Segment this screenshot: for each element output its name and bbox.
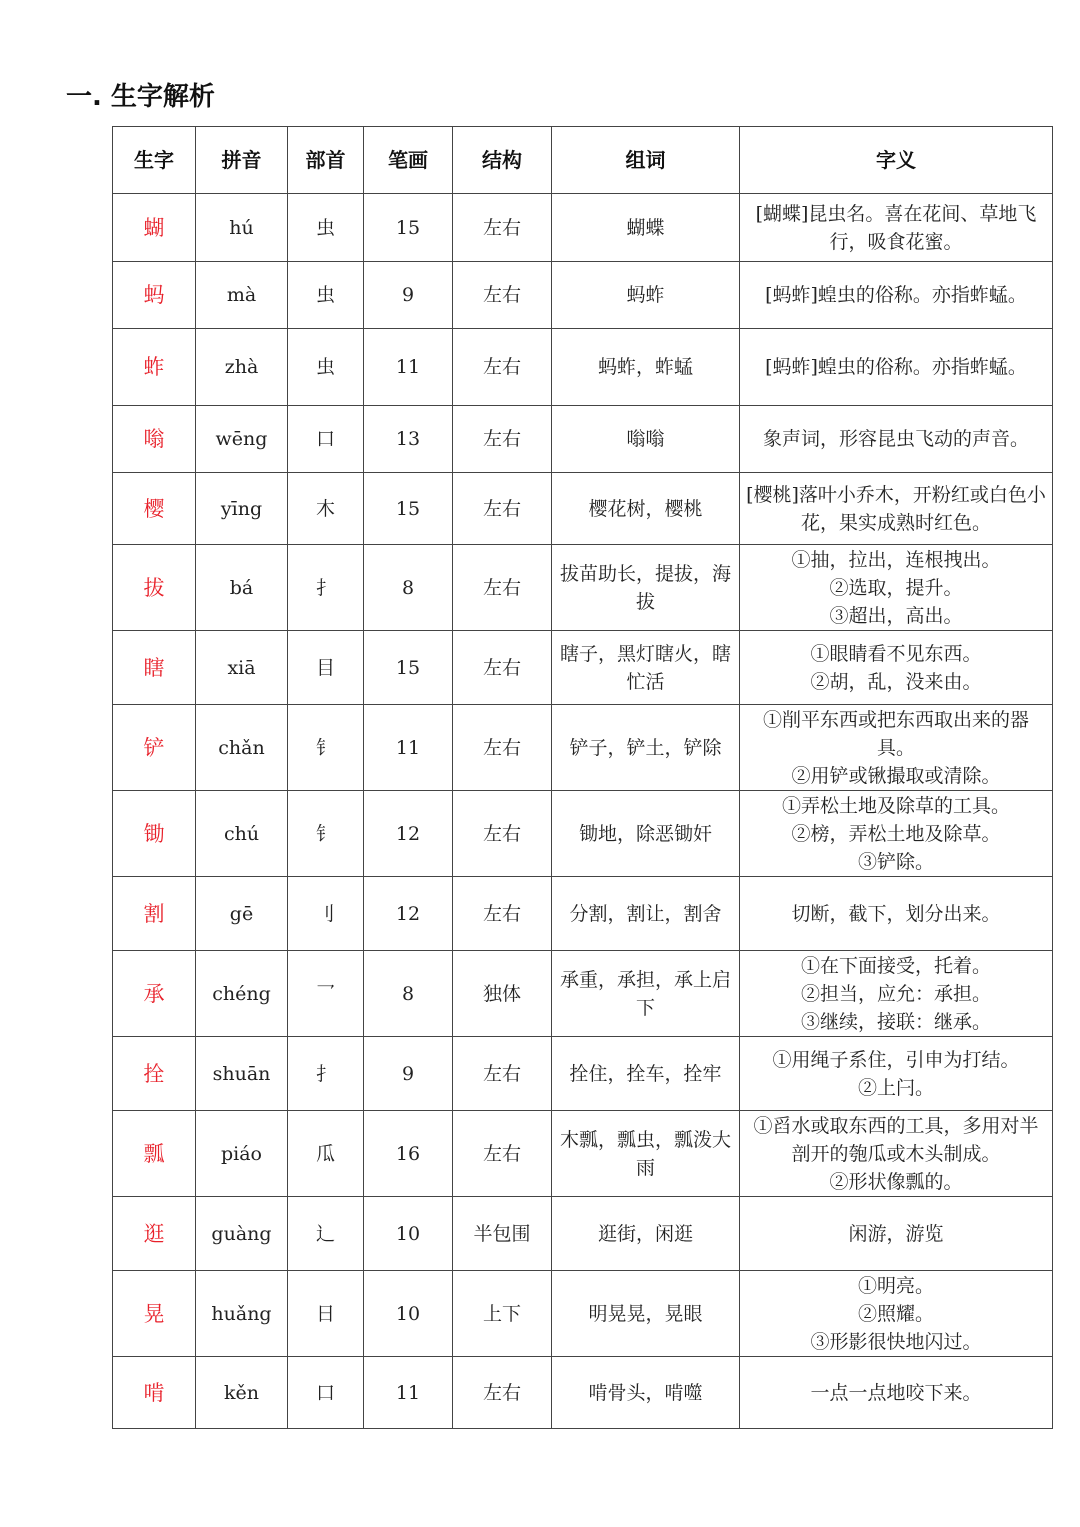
radical-cell: 日 <box>288 1271 364 1357</box>
char-cell: 瞎 <box>113 631 196 705</box>
pinyin-cell: bá <box>196 545 288 631</box>
radical-cell: 目 <box>288 631 364 705</box>
meaning-line: 切断，截下，划分出来。 <box>791 902 1001 925</box>
pinyin-cell: xiā <box>196 631 288 705</box>
words-cell: 蚂蚱，蚱蜢 <box>552 329 740 406</box>
header-meaning: 字义 <box>740 127 1053 194</box>
meaning-line: ①明亮。 <box>857 1274 934 1297</box>
pinyin-cell: hú <box>196 194 288 262</box>
character-table <box>112 126 1053 1429</box>
pinyin-cell: mà <box>196 262 288 329</box>
char-cell: 承 <box>113 951 196 1037</box>
meaning-line: ②榜，弄松土地及除草。 <box>791 822 1001 845</box>
meaning-line: [蝴蝶]昆虫名。喜在花间、草地飞行，吸食花蜜。 <box>755 202 1037 253</box>
header-pinyin: 拼音 <box>196 127 288 194</box>
structure-cell: 独体 <box>453 951 552 1037</box>
meaning-line: ②胡，乱，没来由。 <box>810 670 982 693</box>
meaning-line: ①眼睛看不见东西。 <box>810 642 982 665</box>
radical-cell: 乛 <box>288 951 364 1037</box>
pinyin-cell: kěn <box>196 1357 288 1429</box>
table-row <box>113 631 1053 705</box>
meaning-line: ②形状像瓢的。 <box>829 1170 963 1193</box>
meaning-line: ①舀水或取东西的工具，多用对半剖开的匏瓜或木头制成。 <box>753 1114 1039 1165</box>
meaning-cell <box>740 791 1053 877</box>
header-structure: 结构 <box>453 127 552 194</box>
meaning-line: ①抽，拉出，连根拽出。 <box>791 548 1001 571</box>
table-row <box>113 877 1053 951</box>
meaning-line: ①削平东西或把东西取出来的器具。 <box>762 708 1029 759</box>
meaning-line: [蚂蚱]蝗虫的俗称。亦指蚱蜢。 <box>765 284 1027 306</box>
char-cell: 割 <box>113 877 196 951</box>
pinyin-cell: chéng <box>196 951 288 1037</box>
char-cell: 樱 <box>113 473 196 545</box>
meaning-cell <box>740 1037 1053 1111</box>
structure-cell: 上下 <box>453 1271 552 1357</box>
meaning-cell <box>740 329 1053 406</box>
strokes-cell: 12 <box>364 791 453 877</box>
words-cell: 蝴蝶 <box>552 194 740 262</box>
pinyin-cell: chǎn <box>196 705 288 791</box>
strokes-cell: 10 <box>364 1197 453 1271</box>
meaning-cell <box>740 1357 1053 1429</box>
strokes-cell: 16 <box>364 1111 453 1197</box>
radical-cell: 虫 <box>288 329 364 406</box>
meaning-line: 一点一点地咬下来。 <box>810 1381 982 1404</box>
structure-cell: 半包围 <box>453 1197 552 1271</box>
words-cell: 拔苗助长，提拔，海拔 <box>552 545 740 631</box>
radical-cell: 虫 <box>288 262 364 329</box>
meaning-cell <box>740 473 1053 545</box>
meaning-cell <box>740 1271 1053 1357</box>
char-cell: 锄 <box>113 791 196 877</box>
table-row <box>113 545 1053 631</box>
header-row <box>113 127 1053 194</box>
header-radical: 部首 <box>288 127 364 194</box>
radical-cell: 扌 <box>288 1037 364 1111</box>
pinyin-cell: guàng <box>196 1197 288 1271</box>
table-row <box>113 329 1053 406</box>
header-strokes: 笔画 <box>364 127 453 194</box>
strokes-cell: 11 <box>364 705 453 791</box>
structure-cell: 左右 <box>453 791 552 877</box>
radical-cell: 扌 <box>288 545 364 631</box>
strokes-cell: 12 <box>364 877 453 951</box>
pinyin-cell: piáo <box>196 1111 288 1197</box>
structure-cell: 左右 <box>453 194 552 262</box>
structure-cell: 左右 <box>453 1357 552 1429</box>
radical-cell: 辶 <box>288 1197 364 1271</box>
meaning-cell <box>740 1197 1053 1271</box>
meaning-line: ②选取，提升。 <box>829 576 963 599</box>
char-cell: 铲 <box>113 705 196 791</box>
pinyin-cell: gē <box>196 877 288 951</box>
radical-cell: 刂 <box>288 877 364 951</box>
words-cell: 樱花树，樱桃 <box>552 473 740 545</box>
char-cell: 瓢 <box>113 1111 196 1197</box>
words-cell: 分割，割让，割舍 <box>552 877 740 951</box>
char-cell: 晃 <box>113 1271 196 1357</box>
table-row <box>113 262 1053 329</box>
structure-cell: 左右 <box>453 473 552 545</box>
meaning-line: ②担当，应允：承担。 <box>800 982 991 1005</box>
words-cell: 瞎子，黑灯瞎火，瞎忙活 <box>552 631 740 705</box>
radical-cell: 口 <box>288 406 364 473</box>
structure-cell: 左右 <box>453 406 552 473</box>
words-cell: 蚂蚱 <box>552 262 740 329</box>
radical-cell: 虫 <box>288 194 364 262</box>
meaning-line: ①用绳子系住，引申为打结。 <box>772 1048 1020 1071</box>
char-cell: 蚂 <box>113 262 196 329</box>
strokes-cell: 9 <box>364 1037 453 1111</box>
strokes-cell: 15 <box>364 194 453 262</box>
meaning-cell <box>740 194 1053 262</box>
header-char: 生字 <box>113 127 196 194</box>
char-cell: 蝴 <box>113 194 196 262</box>
radical-cell: 钅 <box>288 705 364 791</box>
table-row <box>113 473 1053 545</box>
meaning-line: [樱桃]落叶小乔木，开粉红或白色小花，果实成熟时红色。 <box>746 483 1046 534</box>
meaning-line: ②用铲或锹撮取或清除。 <box>791 764 1001 787</box>
char-cell: 啃 <box>113 1357 196 1429</box>
words-cell: 啃骨头，啃噬 <box>552 1357 740 1429</box>
structure-cell: 左右 <box>453 705 552 791</box>
meaning-line: ②照耀。 <box>857 1302 934 1325</box>
words-cell: 锄地，除恶锄奸 <box>552 791 740 877</box>
meaning-line: ①弄松土地及除草的工具。 <box>781 794 1010 817</box>
strokes-cell: 15 <box>364 631 453 705</box>
header-words: 组词 <box>552 127 740 194</box>
pinyin-cell: shuān <box>196 1037 288 1111</box>
strokes-cell: 8 <box>364 545 453 631</box>
structure-cell: 左右 <box>453 329 552 406</box>
table-row <box>113 791 1053 877</box>
meaning-line: 闲游，游览 <box>848 1222 944 1245</box>
meaning-cell <box>740 631 1053 705</box>
meaning-cell <box>740 545 1053 631</box>
char-cell: 蚱 <box>113 329 196 406</box>
radical-cell: 木 <box>288 473 364 545</box>
table-row <box>113 194 1053 262</box>
words-cell: 铲子，铲土，铲除 <box>552 705 740 791</box>
meaning-cell <box>740 262 1053 329</box>
pinyin-cell: huǎng <box>196 1271 288 1357</box>
table-row <box>113 406 1053 473</box>
meaning-line: ③继续，接联：继承。 <box>800 1010 991 1033</box>
words-cell: 嗡嗡 <box>552 406 740 473</box>
char-cell: 逛 <box>113 1197 196 1271</box>
radical-cell: 口 <box>288 1357 364 1429</box>
pinyin-cell: chú <box>196 791 288 877</box>
char-cell: 拴 <box>113 1037 196 1111</box>
table-row <box>113 1111 1053 1197</box>
strokes-cell: 8 <box>364 951 453 1037</box>
structure-cell: 左右 <box>453 877 552 951</box>
radical-cell: 瓜 <box>288 1111 364 1197</box>
meaning-cell <box>740 1111 1053 1197</box>
words-cell: 木瓢，瓢虫，瓢泼大雨 <box>552 1111 740 1197</box>
meaning-cell <box>740 705 1053 791</box>
table-row <box>113 951 1053 1037</box>
meaning-line: 象声词，形容昆虫飞动的声音。 <box>762 428 1029 450</box>
strokes-cell: 9 <box>364 262 453 329</box>
table-row <box>113 1357 1053 1429</box>
words-cell: 明晃晃，晃眼 <box>552 1271 740 1357</box>
strokes-cell: 15 <box>364 473 453 545</box>
table-row <box>113 705 1053 791</box>
pinyin-cell: zhà <box>196 329 288 406</box>
pinyin-cell: wēng <box>196 406 288 473</box>
meaning-line: ③超出，高出。 <box>829 604 963 627</box>
words-cell: 拴住，拴车，拴牢 <box>552 1037 740 1111</box>
strokes-cell: 11 <box>364 1357 453 1429</box>
meaning-line: ②上闩。 <box>857 1076 934 1099</box>
meaning-cell <box>740 951 1053 1037</box>
structure-cell: 左右 <box>453 1111 552 1197</box>
section-title: 一. 生字解析 <box>66 82 215 112</box>
strokes-cell: 13 <box>364 406 453 473</box>
radical-cell: 钅 <box>288 791 364 877</box>
meaning-cell <box>740 877 1053 951</box>
table-row <box>113 1271 1053 1357</box>
table-row <box>113 1197 1053 1271</box>
structure-cell: 左右 <box>453 545 552 631</box>
char-cell: 拔 <box>113 545 196 631</box>
table-row <box>113 1037 1053 1111</box>
meaning-line: [蚂蚱]蝗虫的俗称。亦指蚱蜢。 <box>765 356 1027 378</box>
words-cell: 承重，承担，承上启下 <box>552 951 740 1037</box>
strokes-cell: 11 <box>364 329 453 406</box>
structure-cell: 左右 <box>453 262 552 329</box>
meaning-line: ①在下面接受，托着。 <box>800 954 991 977</box>
char-cell: 嗡 <box>113 406 196 473</box>
structure-cell: 左右 <box>453 631 552 705</box>
meaning-cell <box>740 406 1053 473</box>
pinyin-cell: yīng <box>196 473 288 545</box>
meaning-line: ③形影很快地闪过。 <box>810 1330 982 1353</box>
strokes-cell: 10 <box>364 1271 453 1357</box>
words-cell: 逛街，闲逛 <box>552 1197 740 1271</box>
structure-cell: 左右 <box>453 1037 552 1111</box>
meaning-line: ③铲除。 <box>857 850 934 873</box>
